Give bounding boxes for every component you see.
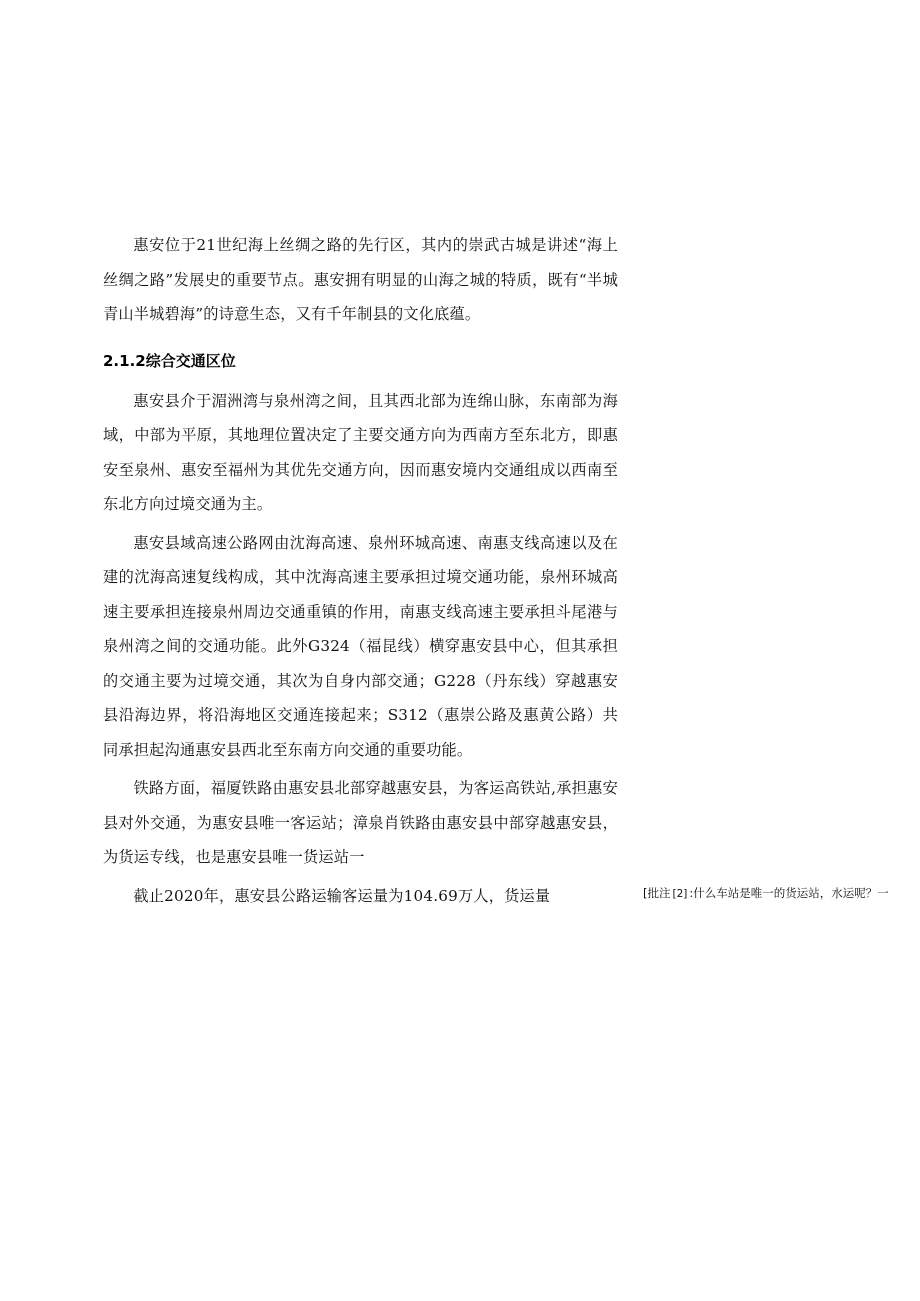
review-comment[interactable] — [643, 884, 889, 903]
section-heading: 2.1.2综合交通区位 — [103, 351, 236, 370]
paragraph-highways: 惠安县域高速公路网由沈海高速、泉州环城高速、南惠支线高速以及在建的沈海高速复线构成，其中沈海高速主要承担过境交通功能，泉州环城高速主要承担连接泉州周边交通重镇的作用，南惠支线高速主要承担斗尾港与泉州湾之间的交通功能。此外G324（福昆线）横穿惠安县中心，但其承担的交通主要为过境交通，其次为自身内部交通；G228（丹东线）穿越惠安县沿海边界，将沿海地区交通连接起来；S312（惠崇公路及惠黄公路）共同承担起沟通惠安县西北至东南方向交通的重要功能。 — [103, 533, 618, 759]
comment-number: [2] — [672, 888, 688, 900]
comment-tail: 一 — [877, 886, 889, 900]
paragraph-intro: 惠安位于21世纪海上丝绸之路的先行区，其内的崇武古城是讲述“海上丝绸之路”发展史的重要节点。惠安拥有明显的山海之城的特质，既有“半城青山半城碧海”的诗意生态，又有千年制县的文化底蕴。 — [103, 236, 618, 323]
paragraph-location: 惠安县介于湄洲湾与泉州湾之间，且其西北部为连绵山脉，东南部为海域，中部为平原，其地理位置决定了主要交通方向为西南方至东北方，即惠安至泉州、惠安至福州为其优先交通方向，因而惠安境内交通组成以西南至东北方向过境交通为主。 — [103, 391, 618, 513]
comment-text: :什么车站是唯一的货运站，水运呢？ — [689, 886, 878, 900]
body-text — [103, 228, 618, 913]
paragraph-railways — [103, 771, 618, 875]
railway-text: 铁路方面，福厦铁路由惠安县北部穿越惠安县，为客运高铁站,承担惠安县对外交通，为惠安县唯一客运站；漳泉肖铁路由惠安县中部穿越惠安县，为货运专线，也是惠安县唯一货运站 — [103, 779, 618, 866]
comment-label: [批注 — [643, 886, 671, 900]
comment-anchor-mark[interactable]: 一 — [349, 848, 365, 866]
paragraph-statistics: 截止2020年，惠安县公路运输客运量为104.69万人，货运量 — [133, 886, 551, 905]
